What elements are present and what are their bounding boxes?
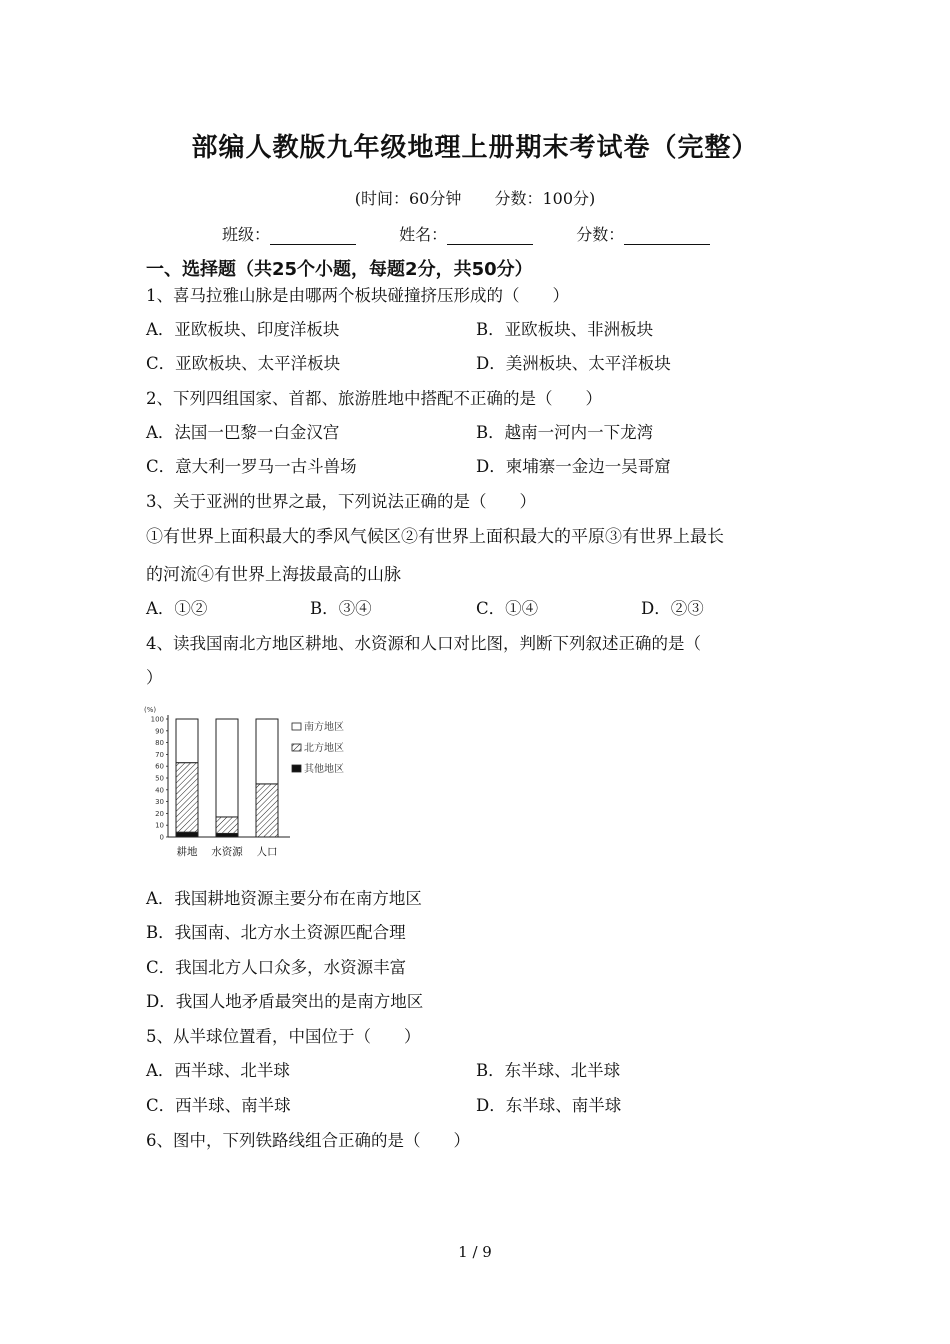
page-title: 部编人教版九年级地理上册期末考试卷（完整） <box>191 133 759 163</box>
class-field[interactable] <box>222 222 356 245</box>
x-category-label: 耕地 <box>176 846 198 858</box>
bar-segment <box>216 719 238 817</box>
y-tick-label: 50 <box>155 774 164 783</box>
exam-total-score: 分数：100分) <box>494 189 596 208</box>
y-tick-label: 10 <box>155 821 164 830</box>
y-tick-label: 0 <box>159 833 164 842</box>
bar-segment <box>176 719 198 763</box>
legend-label: 南方地区 <box>304 722 344 733</box>
question-4-option-b[interactable]: B．我国南、北方水土资源匹配合理 <box>146 923 406 942</box>
question-5-stem: 5、从半球位置看，中国位于（ ） <box>146 1027 421 1046</box>
legend-label: 北方地区 <box>304 743 344 754</box>
x-category-label: 水资源 <box>211 846 243 858</box>
score-field[interactable] <box>576 222 710 245</box>
legend-swatch <box>292 765 301 772</box>
question-3-option-a[interactable]: A．①② <box>146 599 208 618</box>
exam-meta <box>0 186 950 209</box>
y-tick-label: 80 <box>155 739 164 748</box>
name-label: 姓名： <box>399 225 448 244</box>
question-3-stem: 3、关于亚洲的世界之最，下列说法正确的是（ ） <box>146 492 536 511</box>
name-field[interactable] <box>399 222 533 245</box>
y-tick-label: 40 <box>155 786 164 795</box>
question-5-option-a[interactable]: A．西半球、北半球 <box>146 1061 290 1080</box>
score-label: 分数： <box>576 225 625 244</box>
question-3-statement-line2: 的河流④有世界上海拔最高的山脉 <box>146 565 401 585</box>
question-4-option-c[interactable]: C．我国北方人口众多，水资源丰富 <box>146 958 407 977</box>
question-4-stem-close: ） <box>146 668 163 687</box>
question-2-stem: 2、下列四组国家、首都、旅游胜地中搭配不正确的是（ ） <box>146 389 602 408</box>
question-2-option-d[interactable]: D．柬埔寨一金边一吴哥窟 <box>476 457 671 476</box>
question-5-option-b[interactable]: B．东半球、北半球 <box>476 1061 621 1080</box>
question-1-option-b[interactable]: B．亚欧板块、非洲板块 <box>476 320 654 339</box>
name-blank[interactable] <box>447 228 533 245</box>
question-2-option-a[interactable]: A．法国一巴黎一白金汉宫 <box>146 423 340 442</box>
y-axis-label: (%) <box>144 706 157 714</box>
legend-swatch <box>292 744 301 751</box>
question-3-option-b[interactable]: B．③④ <box>310 599 372 618</box>
bar-segment <box>176 763 198 833</box>
bar-segment <box>256 784 278 837</box>
question-1-option-a[interactable]: A．亚欧板块、印度洋板块 <box>146 320 340 339</box>
y-tick-label: 20 <box>155 809 164 818</box>
y-tick-label: 90 <box>155 727 164 736</box>
y-tick-label: 30 <box>155 798 164 807</box>
question-4-stem: 4、读我国南北方地区耕地、水资源和人口对比图，判断下列叙述正确的是（ <box>146 634 701 653</box>
page-number: 1 / 9 <box>458 1243 492 1261</box>
x-category-label: 人口 <box>256 846 278 858</box>
question-4-option-d[interactable]: D．我国人地矛盾最突出的是南方地区 <box>146 992 424 1011</box>
question-1-option-c[interactable]: C．亚欧板块、太平洋板块 <box>146 354 341 373</box>
class-blank[interactable] <box>270 228 356 245</box>
bar-segment <box>216 817 238 834</box>
student-fields <box>222 222 748 245</box>
question-5-option-c[interactable]: C．西半球、南半球 <box>146 1096 291 1115</box>
exam-time: (时间：60分钟 <box>354 189 462 208</box>
y-tick-label: 100 <box>150 715 164 724</box>
resource-comparison-chart <box>140 700 370 865</box>
question-5-option-d[interactable]: D．东半球、南半球 <box>476 1096 622 1115</box>
class-label: 班级： <box>222 225 271 244</box>
question-2-option-c[interactable]: C．意大利一罗马一古斗兽场 <box>146 457 357 476</box>
question-4-option-a[interactable]: A．我国耕地资源主要分布在南方地区 <box>146 889 422 908</box>
y-tick-label: 60 <box>155 762 164 771</box>
section-heading: 一、选择题（共25个小题，每题2分，共50分） <box>146 259 533 280</box>
score-blank[interactable] <box>624 228 710 245</box>
question-1-option-d[interactable]: D．美洲板块、太平洋板块 <box>476 354 671 373</box>
y-tick-label: 70 <box>155 750 164 759</box>
bar-segment <box>256 719 278 784</box>
question-1-stem: 1、喜马拉雅山脉是由哪两个板块碰撞挤压形成的（ ） <box>146 286 569 305</box>
legend-swatch <box>292 723 301 730</box>
question-3-option-d[interactable]: D．②③ <box>641 599 704 618</box>
question-3-option-c[interactable]: C．①④ <box>476 599 539 618</box>
bar-segment <box>176 832 198 837</box>
question-2-option-b[interactable]: B．越南一河内一下龙湾 <box>476 423 654 442</box>
question-3-statement-line1: ①有世界上面积最大的季风气候区②有世界上面积最大的平原③有世界上最长 <box>146 527 724 547</box>
legend-label: 其他地区 <box>304 764 344 775</box>
bar-segment <box>216 833 238 837</box>
question-6-stem: 6、图中，下列铁路线组合正确的是（ ） <box>146 1131 470 1150</box>
